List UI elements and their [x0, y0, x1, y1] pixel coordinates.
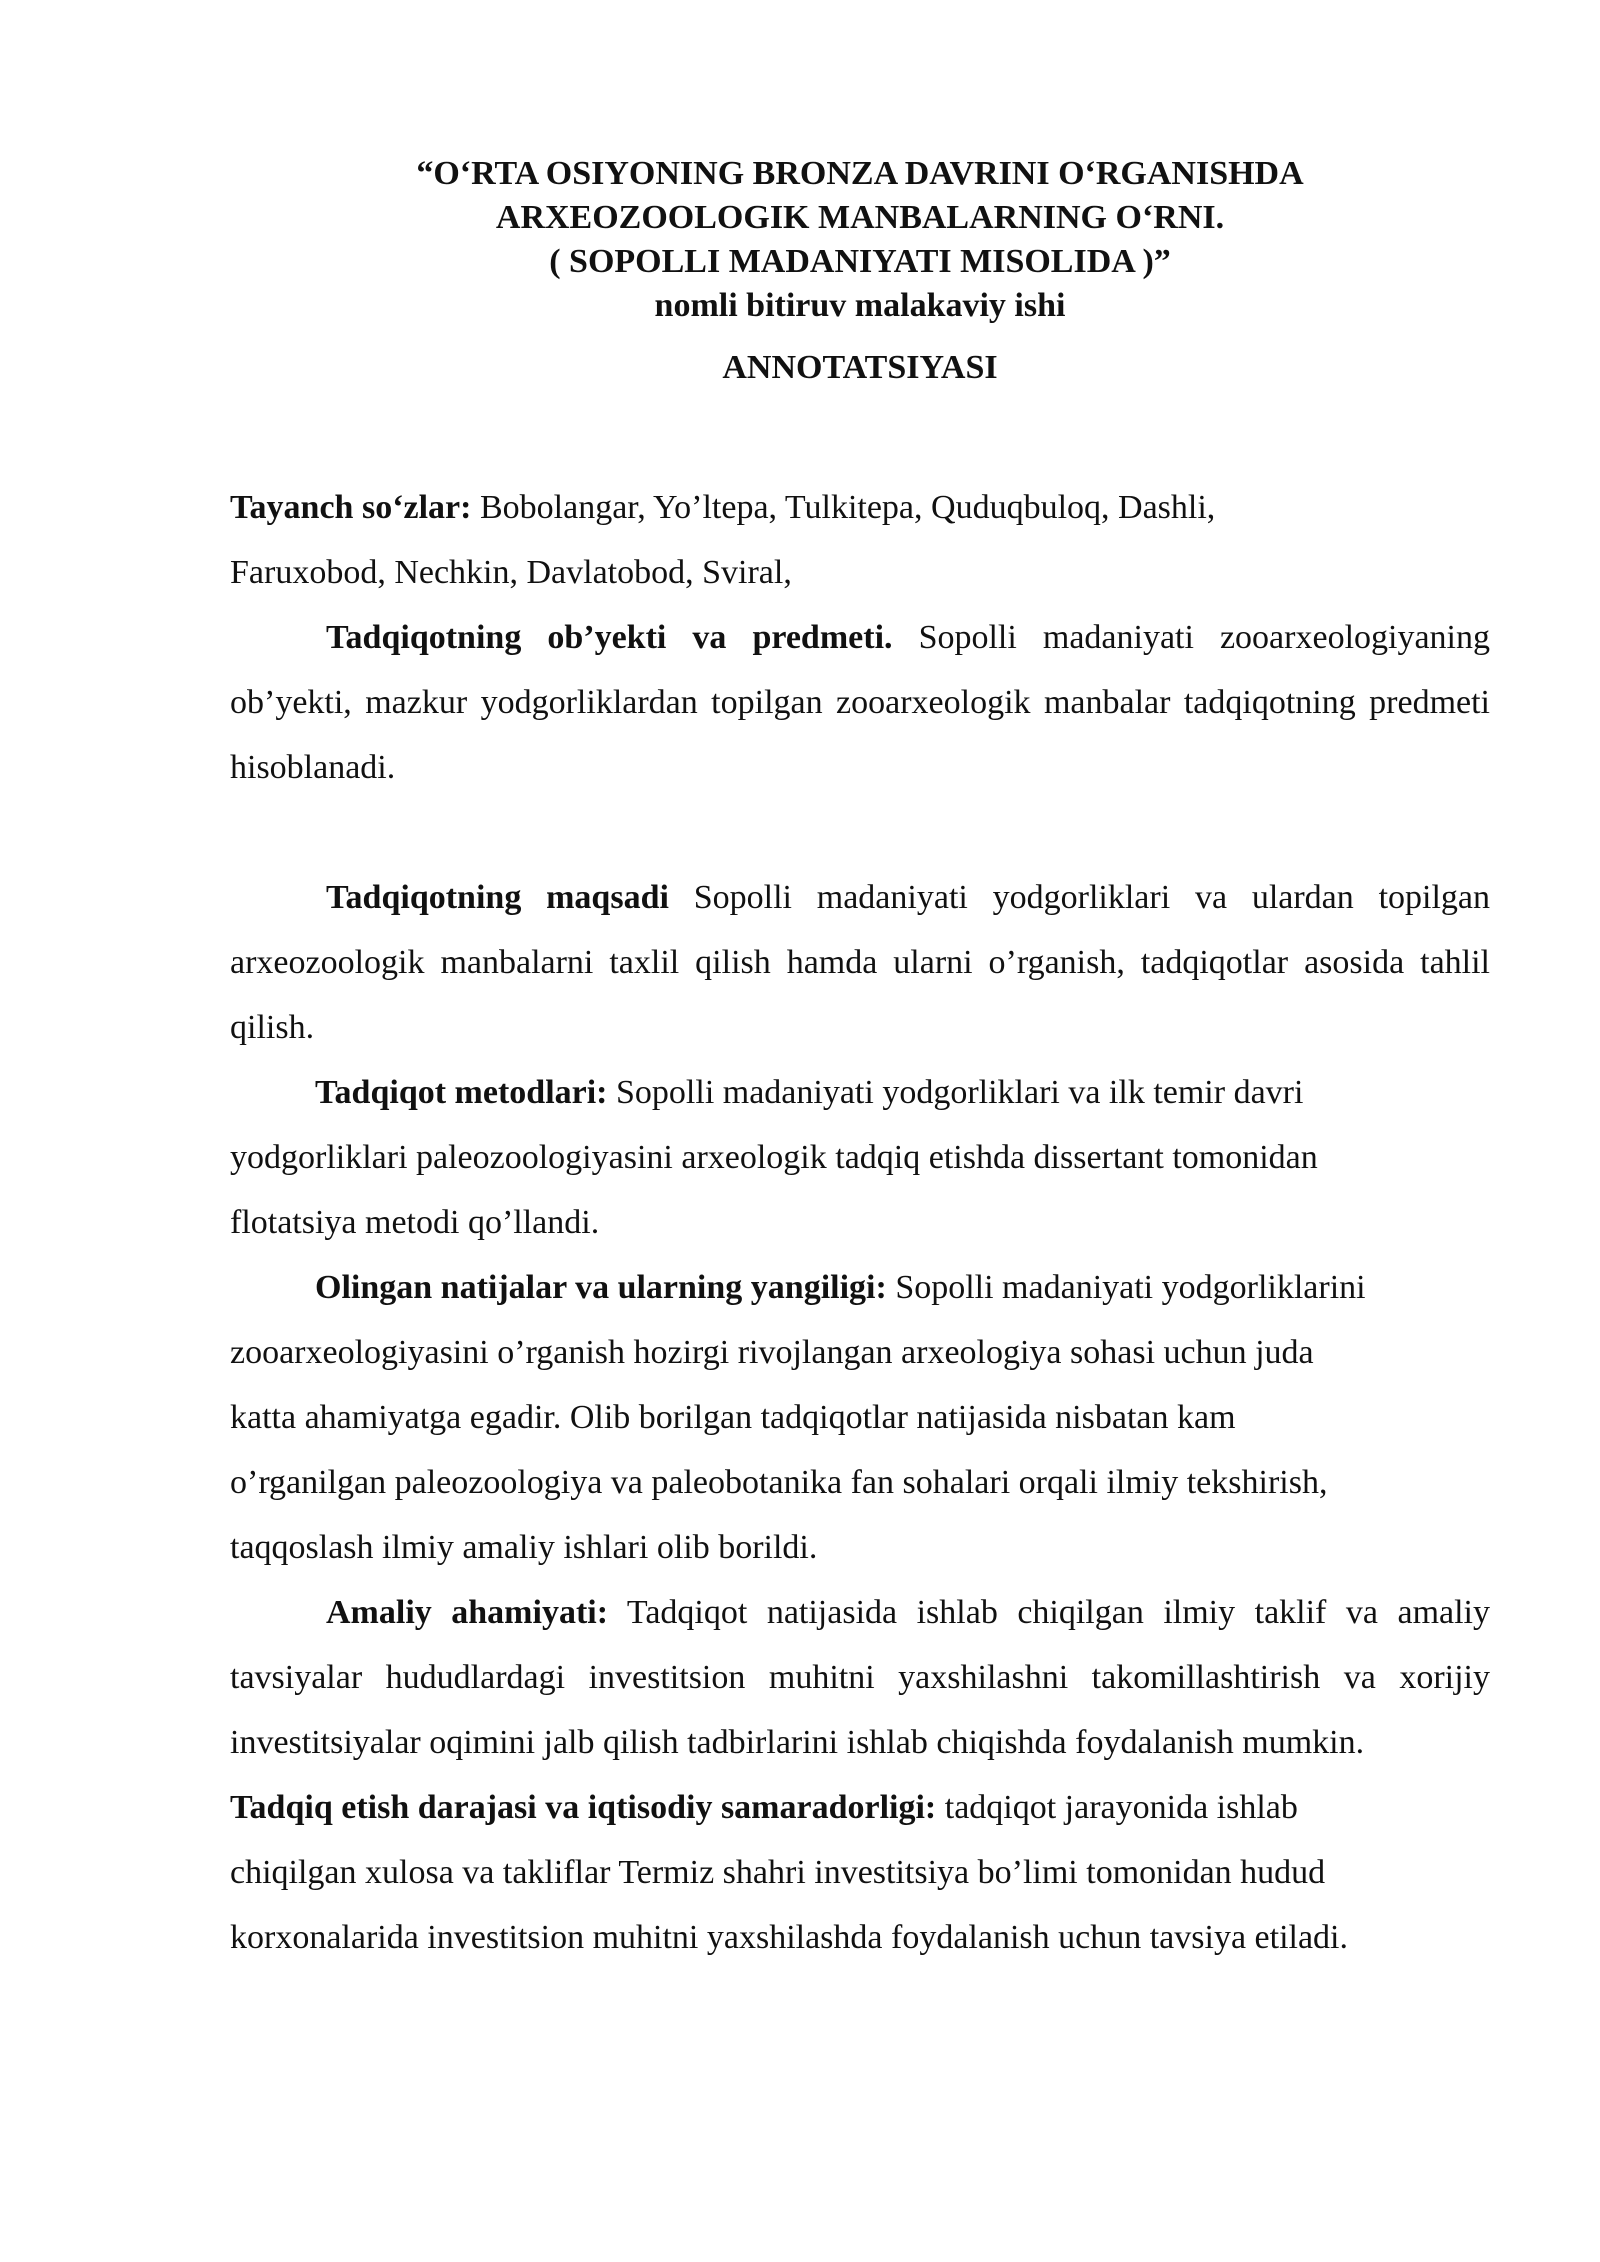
results-paragraph — [230, 1255, 1490, 1580]
methods-text-2: yodgorliklari paleozoologiyasini arxeologik tadqiq etishda dissertant tomonidan — [230, 1139, 1318, 1176]
title-line-2: ARXEOZOOLOGIK MANBALARNING O‘RNI. — [495, 199, 1225, 236]
practical-paragraph — [230, 1580, 1490, 1775]
title-line-1: “O‘RTA OSIYONING BRONZA DAVRINI O‘RGANISHDA — [416, 155, 1304, 192]
goal-label: Tadqiqotning maqsadi — [326, 879, 669, 916]
level-text-1: tadqiqot jarayonida ishlab — [936, 1789, 1298, 1826]
title-line-4: nomli bitiruv malakaviy ishi — [654, 287, 1066, 324]
keywords-text-1: Bobolangar, Yo’ltepa, Tulkitepa, Quduqbuloq, Dashli, — [471, 489, 1216, 526]
methods-label: Tadqiqot metodlari: — [315, 1074, 608, 1111]
level-text-3: korxonalarida investitsion muhitni yaxshilashda foydalanish uchun tavsiya etiladi. — [230, 1919, 1348, 1956]
document-body — [230, 475, 1490, 1970]
goal-text: Sopolli madaniyati yodgorliklari va ulardan topilgan arxeozoologik manbalarni taxlil qilish hamda ularni o’rganish, tadqiqotlar asosida tahlil qilish. — [230, 879, 1491, 1046]
methods-paragraph — [230, 1060, 1490, 1255]
object-text: Sopolli madaniyati zooarxeologiyaning ob’yekti, mazkur yodgorliklardan topilgan zooarxeologik manbalar tadqiqotning predmeti hisoblanadi. — [230, 619, 1490, 786]
document-title — [230, 152, 1490, 328]
paragraph-gap — [230, 800, 1490, 865]
keywords-label: Tayanch so‘zlar: — [230, 489, 472, 526]
practical-label: Amaliy ahamiyati: — [326, 1594, 609, 1631]
results-text-3: katta ahamiyatga egadir. Olib borilgan tadqiqotlar natijasida nisbatan kam — [230, 1399, 1236, 1436]
keywords-paragraph — [230, 475, 1490, 605]
object-label: Tadqiqotning ob’yekti va predmeti. — [326, 619, 893, 656]
title-line-3: ( SOPOLLI MADANIYATI MISOLIDA )” — [549, 243, 1171, 280]
results-text-1: Sopolli madaniyati yodgorliklarini — [886, 1269, 1366, 1306]
results-text-2: zooarxeologiyasini o’rganish hozirgi rivojlangan arxeologiya sohasi uchun juda — [230, 1334, 1314, 1371]
level-paragraph — [230, 1775, 1490, 1970]
annotation-heading: ANNOTATSIYASI — [722, 349, 998, 386]
practical-text: Tadqiqot natijasida ishlab chiqilgan ilmiy taklif va amaliy tavsiyalar hududlardagi investitsion muhitni yaxshilashni takomillashtirish va xorijiy investitsiyalar oqimini jalb qilish tadbirlarini ishlab chiqishda foydalanish mumkin. — [230, 1594, 1490, 1761]
methods-text-3: flotatsiya metodi qo’llandi. — [230, 1204, 600, 1241]
methods-text-1: Sopolli madaniyati yodgorliklari va ilk temir davri — [607, 1074, 1304, 1111]
results-text-5: taqqoslash ilmiy amaliy ishlari olib borildi. — [230, 1529, 818, 1566]
results-label: Olingan natijalar va ularning yangiligi: — [315, 1269, 887, 1306]
goal-paragraph — [230, 865, 1490, 1060]
level-label: Tadqiq etish darajasi va iqtisodiy samaradorligi: — [230, 1789, 937, 1826]
results-text-4: o’rganilgan paleozoologiya va paleobotanika fan sohalari orqali ilmiy tekshirish, — [230, 1464, 1328, 1501]
level-text-2: chiqilgan xulosa va takliflar Termiz shahri investitsiya bo’limi tomonidan hudud — [230, 1854, 1326, 1891]
object-paragraph — [230, 605, 1490, 800]
keywords-text-2: Faruxobod, Nechkin, Davlatobod, Sviral, — [230, 554, 792, 591]
